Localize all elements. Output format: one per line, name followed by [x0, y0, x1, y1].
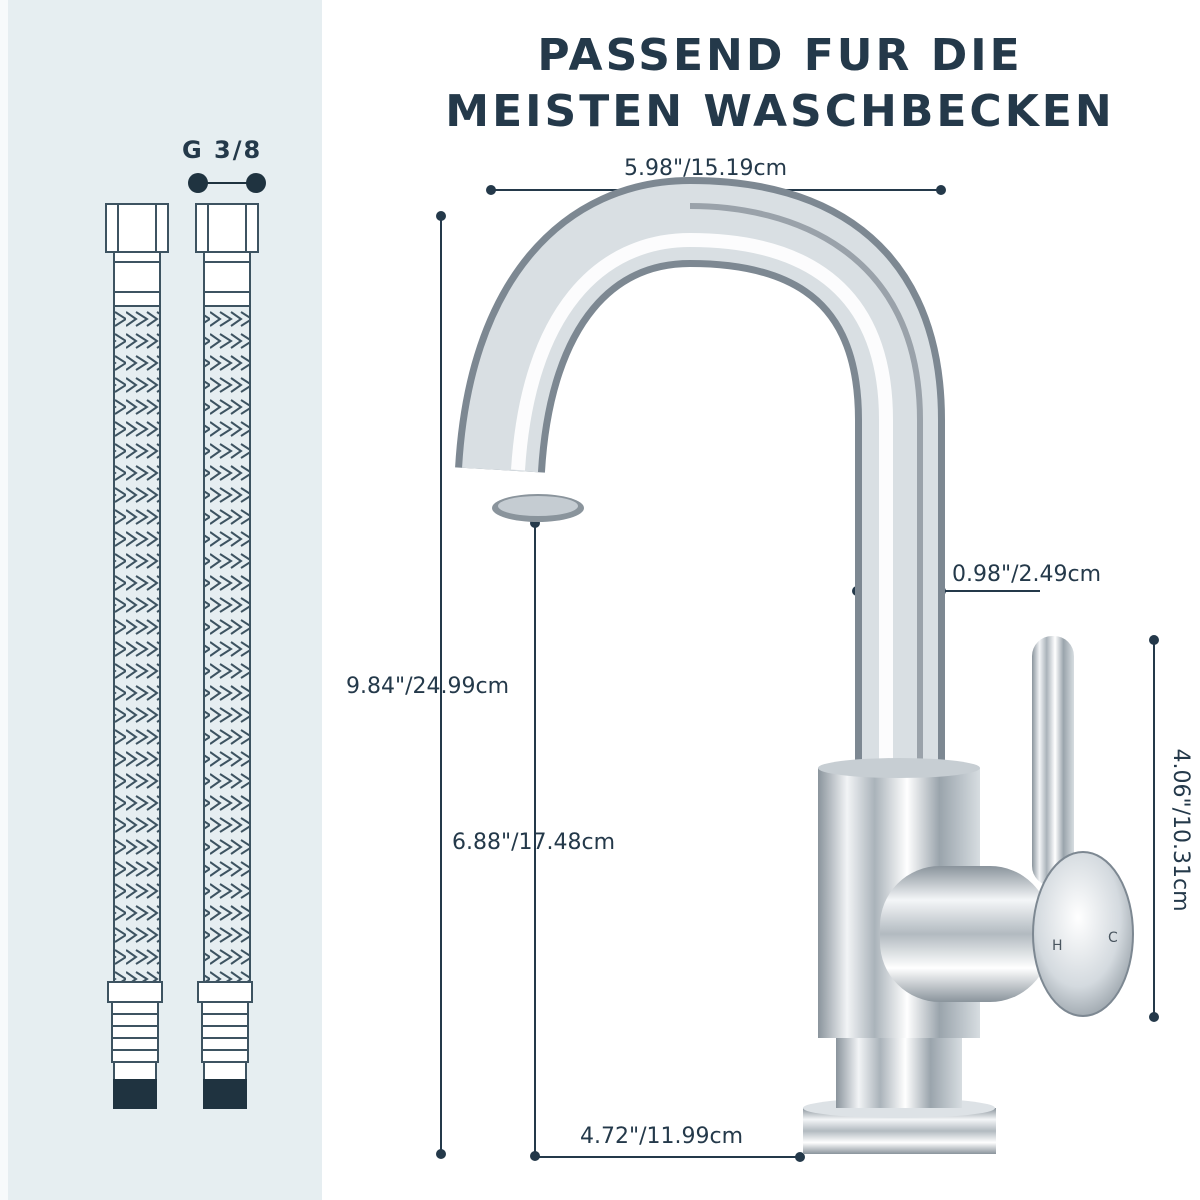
title-line-2: MEISTEN WASCHBECKEN	[445, 86, 1115, 137]
page-title	[400, 28, 1160, 140]
total-height-label: 9.84"/24.99cm	[346, 674, 510, 699]
spout-diameter-label: 0.98"/2.49cm	[952, 562, 1102, 587]
title-line-1: PASSEND FUR DIE	[537, 30, 1023, 81]
connector-thread-label: G 3/8	[182, 136, 263, 164]
spout-reach-label: 5.98"/15.19cm	[624, 156, 788, 181]
hose-right	[196, 204, 258, 1108]
connector-dots-icon	[188, 173, 266, 193]
hot-label: H	[1052, 938, 1063, 954]
cold-label: C	[1108, 930, 1118, 946]
faucet-illustration	[492, 206, 1133, 1154]
base-to-spout-label: 4.72"/11.99cm	[580, 1124, 744, 1149]
handle-height-label: 4.06"/10.31cm	[1168, 748, 1193, 912]
spout-height-label: 6.88"/17.48cm	[452, 830, 616, 855]
hose-left	[106, 204, 168, 1108]
